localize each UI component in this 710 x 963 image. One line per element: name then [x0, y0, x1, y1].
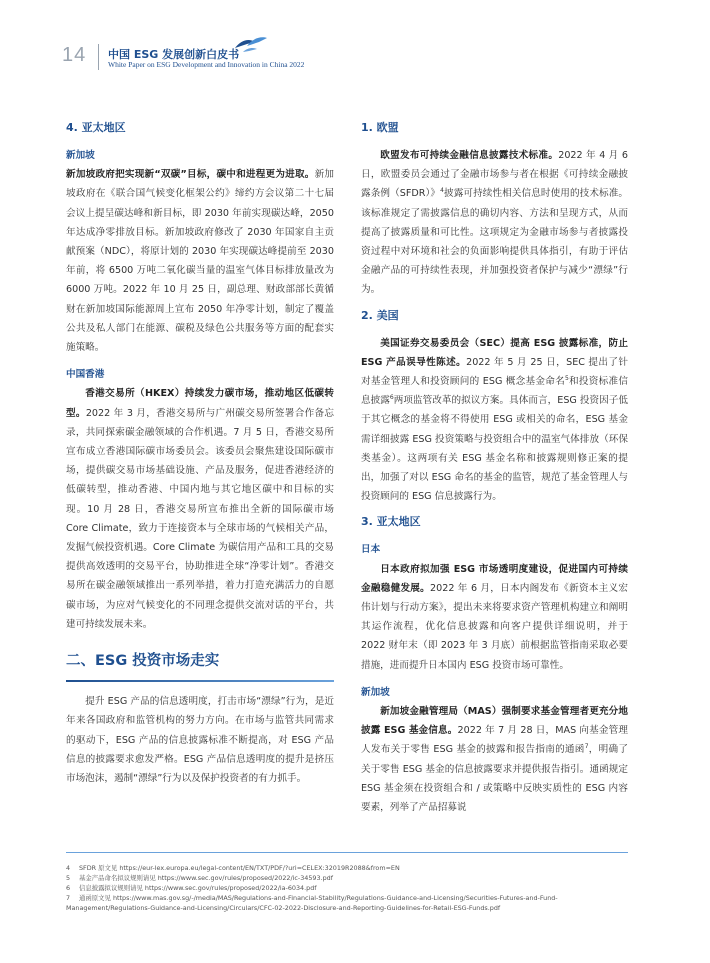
footnote-item: [66, 893, 628, 913]
footnote-number: 6: [66, 884, 71, 892]
paragraph-hongkong: [66, 384, 334, 634]
header-title-cn: 中国 ESG 发展创新白皮书: [108, 48, 240, 61]
logo-icon: [233, 32, 269, 56]
subheading-singapore-mas: 新加坡: [361, 686, 390, 698]
section-heading-esg: [66, 652, 334, 682]
header-title-en: White Paper on ESG Development and Innovation in China 2022: [108, 60, 305, 69]
footnote-number: 4: [66, 864, 71, 872]
text-mas-a: 2022 年 7 月 28 日，MAS 向基金管理人发布关于零售 ESG 基金的披露和报告指南的通函: [361, 725, 628, 756]
text-us-a: 2022 年 5 月 25 日，SEC 提出了针对基金管理人和投资顾问的 ESG 概念基金命名: [361, 356, 628, 388]
right-column: [361, 118, 628, 817]
paragraph-mas: [361, 702, 628, 817]
lead-mas: 新加坡金融管理局（MAS）强制要求基金管理者更充分地披露 ESG 基金信息。: [361, 706, 628, 737]
footnote-ref-4: 4: [440, 187, 444, 195]
lead-us: 美国证券交易委员会（SEC）提高 ESG 披露标准，防止 ESG 产品误导性陈述。: [361, 337, 628, 368]
text-hongkong: 2022 年 3 月，香港交易所与广州碳交易所签署合作备忘录，共同探索碳金融领域的合作机遇。7 月 5 日，香港交易所宣布成立香港国际碳市场委员会。该委员会聚焦建设国际碳市场，提供碳交易市场基础设施、产品及服务，促进香港经济的低碳转型，推动香港、中国内地与其它地区碳中和目标的实现。10 月 28 日，香港交易所宣布推出全新的国际碳市场 Core Climate，致力于连接资本与全球市场的气候相关产品，发掘气候投资机遇。Core Climate 为碳信用产品和工具的交易提供高效透明的交易平台，协助推进全球“净零计划”。香港交易所在碳金融领域推出一系列举措，着力打造充满活力的自愿碳市场，为应对气候变化的不同理念提供交流对话的平台，共建可持续发展未来。: [66, 407, 335, 630]
footnote-item: [66, 883, 628, 893]
paragraph-eu: [361, 146, 628, 300]
text-singapore: 新加坡政府在《联合国气候变化框架公约》缔约方会议第二十七届会议上提呈碳达峰和新目标，即 2030 年前实现碳达峰，2050 年达成净零排放目标。新加坡政府修改了 2030 年国家自主贡献预案（NDC），将原计划的 2030 年实现碳达峰提前至 2030 年前，将 6500 万吨二氧化碳当量的温室气体目标排放量改为 6000 万吨。2022 年 10 月 25 日，副总理、财政部部长黄循财在新加坡国际能源周上宣布 2050 年净零计划，制定了覆盖公共及私人部门在能源、碳税及绿色公共服务等方面的配套实施策略。: [66, 169, 334, 354]
text-eu-b: 披露可持续性相关信息时使用的技术标准。该标准规定了需披露信息的确切内容、方法和呈现方式，从而提高了披露质量和可比性。这项规定为金融市场参与者披露投资过程中对环境和社会的负面影响提供具体指引，有助于评估金融产品的可持续性表现，并加强投资者保护与减少“漂绿”行为。: [361, 188, 628, 296]
footnote-item: [66, 873, 628, 883]
paragraph-intro: 提升 ESG 产品的信息透明度，打击市场“漂绿”行为，是近年来各国政府和监管机构的努力方向。在市场与监管共同需求的驱动下，ESG 产品的信息披露标准不断提高，对 ESG 产品信息的披露要求愈发严格。ESG 产品信息透明度的提升是挤压市场泡沫，遏制“漂绿”行为以及保护投资者的有力抓手。: [66, 696, 334, 785]
left-column: [66, 118, 334, 788]
text-mas-b: ，明确了关于零售 ESG 基金的信息披露要求并提供报告指引。通函规定 ESG 基金须在投资组合和 / 或策略中反映实质性的 ESG 内容要素，列举了产品招募说: [361, 744, 629, 814]
subheading-japan: 日本: [361, 544, 381, 556]
footnote-text: 通函原文见 https://www.mas.gov.sg/-/media/MAS/Regulations-and-Financial-Stability/Regulations-Guidance-and-Licensing/Securities-Futures-and-Fund-Management/Regulations-Guidance-and-Licensing/Circulars/CFC-02-2022-Disclosure-and-Reporting-Guidelines-for-Retail-ESG-Funds.pdf: [66, 894, 558, 912]
footnote-text: SFDR 原文见 https://eur-lex.europa.eu/legal-content/EN/TXT/PDF/?uri=CELEX:32019R2088&from=EN: [79, 864, 400, 872]
footnote-ref-6: 6: [389, 394, 394, 402]
section-title-eu: 1. 欧盟: [361, 121, 399, 134]
text-us-c: 两项监管改革的拟议方案。具体而言，ESG 投资因子低于其它概念的基金将不得使用 ESG 或相关的命名，ESG 基金需详细披露 ESG 投资策略与投资组合中的温室气体排放（环保类基金）。这两项有关 ESG 基金名称和披露规则修正案的提出，加强了对以 ESG 命名的基金的监管，规范了基金管理人与投资顾问的 ESG 信息披露行为。: [361, 395, 629, 503]
text-japan: 2022 年 6 月，日本内阁发布《新资本主义宏伟计划与行动方案》，提出未来将要求资产管理机构建立和阐明其运作流程，优化信息披露和向客户提供详细说明，并于 2022 财年末（即 2023 年 3 月底）前根据监管指南采取必要措施，进而提升日本国内 ESG 投资市场可靠性。: [361, 582, 629, 671]
footnote-text: 信息披露拟议规则请见 https://www.sec.gov/rules/proposed/2022/ia-6034.pdf: [79, 884, 317, 892]
footnote-number: 5: [66, 874, 71, 882]
footnote-ref-7: 7: [584, 743, 589, 751]
footnotes: [66, 852, 628, 913]
section-title-asia-pacific: 4. 亚太地区: [66, 121, 126, 134]
text-eu-a: 2022 年 4 月 6 日，欧盟委员会通过了金融市场参与者在根据《可持续金融披露条例（SFDR）》: [361, 150, 629, 200]
text-us-b: 和投资标准信息披露: [361, 376, 628, 407]
header-divider: [98, 44, 99, 70]
footnote-item: [66, 863, 628, 873]
footnote-number: 7: [66, 894, 71, 902]
paragraph-us: [361, 334, 628, 507]
page-number: 14: [62, 44, 87, 66]
lead-singapore: 新加坡政府把实现新“双碳”目标，碳中和进程更为进取。: [66, 169, 315, 181]
section-heading-text: 二、ESG 投资市场走实: [66, 653, 220, 670]
page-header: [0, 0, 710, 80]
paragraph-singapore: [66, 165, 334, 357]
lead-hongkong: 香港交易所（HKEX）持续发力碳市场，推动地区低碳转型。: [66, 388, 334, 419]
footnote-ref-5: 5: [564, 374, 569, 382]
subheading-hongkong: 中国香港: [66, 369, 105, 381]
lead-japan: 日本政府拟加强 ESG 市场透明度建设，促进国内可持续金融稳健发展。: [361, 563, 628, 594]
subheading-singapore: 新加坡: [66, 150, 95, 161]
section-title-asia: 3. 亚太地区: [361, 515, 421, 529]
heading-underline: [66, 680, 334, 682]
lead-eu: 欧盟发布可持续金融信息披露技术标准。: [380, 150, 559, 161]
paragraph-japan: [361, 560, 628, 675]
section-title-us: 2. 美国: [361, 308, 399, 322]
footnote-text: 基金产品命名拟议规则请见 https://www.sec.gov/rules/proposed/2022/ic-34593.pdf: [79, 874, 333, 882]
